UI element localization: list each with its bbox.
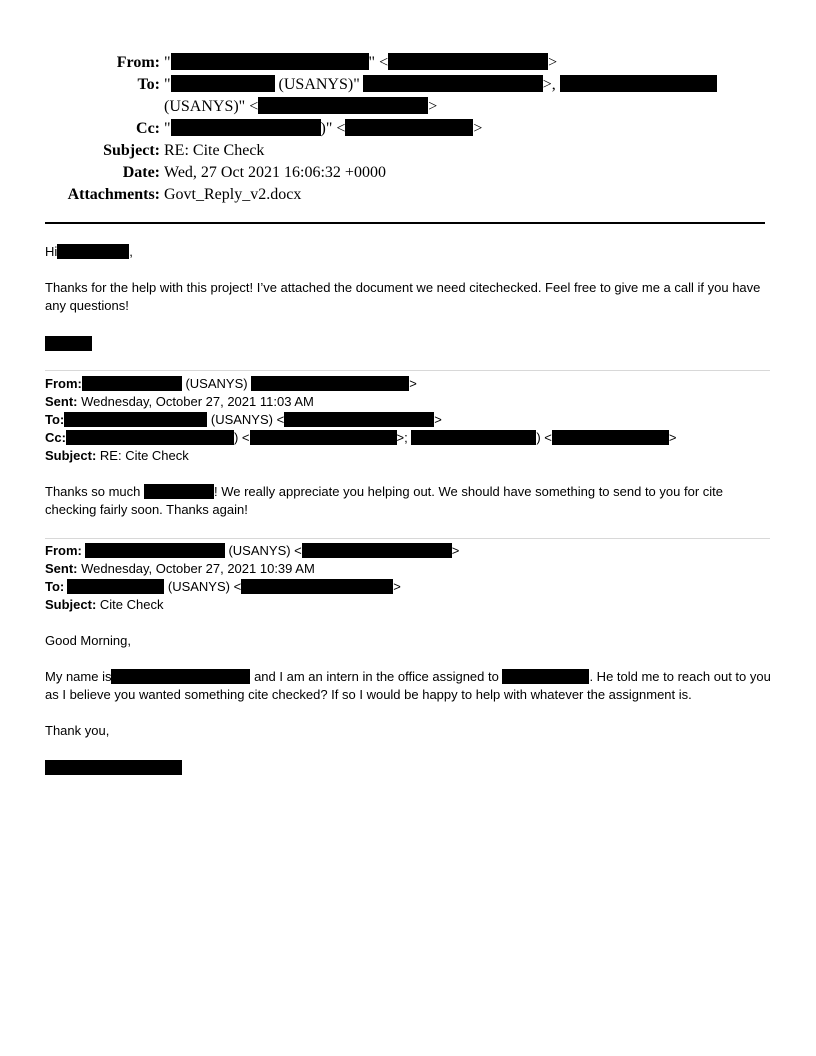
message-body [45, 243, 775, 315]
quoted-sent: Sent: Wednesday, October 27, 2021 11:03 AM [45, 394, 314, 409]
redaction-block [82, 376, 182, 391]
redaction-block [552, 430, 669, 445]
quote-divider [45, 538, 770, 539]
header-cc-row [0, 118, 816, 140]
quoted-from: From: (USANYS) > [45, 376, 417, 391]
redaction-block [144, 484, 214, 499]
subject-value: RE: Cite Check [164, 142, 265, 159]
quoted-greeting: Good Morning, [45, 633, 131, 648]
redaction-block [67, 579, 164, 594]
quoted-message-paragraph: My name is and I am an intern in the office assigned to . He told me to reach out to you as I believe you wanted something cite checked? If so I would be happy to help with whatever the assignment is. [45, 669, 771, 702]
greeting: Hi , [45, 244, 133, 259]
to-value: " (USANYS)" >, [164, 74, 717, 96]
to-label: To: [137, 76, 160, 93]
redaction-block [250, 430, 397, 445]
quoted-message-paragraph: Thanks so much ! We really appreciate you helping out. We should have something to send to you for cite checking fairly soon. Thanks again! [45, 484, 723, 517]
quoted-closing: Thank you, [45, 723, 110, 738]
redaction-block [388, 53, 548, 70]
quoted-message-header [45, 542, 775, 740]
redaction-block [111, 669, 250, 684]
subject-label: Subject: [103, 142, 160, 159]
header-date-row [0, 162, 816, 184]
quoted-cc: Cc: ) < >; ) < > [45, 430, 677, 445]
redaction-block [171, 53, 369, 70]
quoted-sent: Sent: Wednesday, October 27, 2021 10:39 AM [45, 561, 315, 576]
redaction-block [345, 119, 473, 136]
quoted-subject: Subject: RE: Cite Check [45, 448, 189, 463]
redaction-block [251, 376, 409, 391]
from-label: From: [116, 54, 160, 71]
from-value: " " < > [164, 54, 558, 71]
redaction-block [171, 119, 321, 136]
quoted-to: To: (USANYS) < > [45, 412, 442, 427]
header-separator [45, 222, 765, 224]
email-header [0, 52, 816, 206]
to-value-cont: (USANYS)" < > [164, 98, 438, 115]
redaction-block [411, 430, 536, 445]
redaction-block [363, 75, 543, 92]
redaction-block [560, 75, 717, 92]
quoted-message-header [45, 375, 775, 519]
redacted-signature [45, 760, 182, 775]
redaction-block [64, 412, 207, 427]
redaction-block [302, 543, 452, 558]
message-paragraph: Thanks for the help with this project! I’ve attached the document we need citechecked. Feel free to give me a call if you have any questions! [45, 280, 761, 313]
redaction-block [57, 244, 129, 259]
header-attachments-row [0, 184, 816, 206]
header-subject-row [0, 140, 816, 162]
quoted-from: From: (USANYS) < > [45, 543, 460, 558]
date-value: Wed, 27 Oct 2021 16:06:32 +0000 [164, 164, 386, 181]
redaction-block [66, 430, 234, 445]
header-to-row-cont [0, 96, 816, 118]
redacted-signature [45, 336, 92, 351]
redaction-block [241, 579, 393, 594]
header-to-row [0, 74, 816, 96]
redaction-block [171, 75, 275, 92]
quote-divider [45, 370, 770, 371]
redaction-block [85, 543, 225, 558]
redaction-block [284, 412, 434, 427]
redaction-block [502, 669, 589, 684]
attachments-label: Attachments: [67, 186, 160, 203]
quoted-to: To: (USANYS) < > [45, 579, 401, 594]
quoted-subject: Subject: Cite Check [45, 597, 164, 612]
cc-value: " )" < > [164, 120, 483, 137]
date-label: Date: [122, 164, 160, 181]
header-from-row [0, 52, 816, 74]
cc-label: Cc: [136, 120, 160, 137]
redaction-block [258, 97, 428, 114]
attachment-filename: Govt_Reply_v2.docx [164, 186, 302, 203]
